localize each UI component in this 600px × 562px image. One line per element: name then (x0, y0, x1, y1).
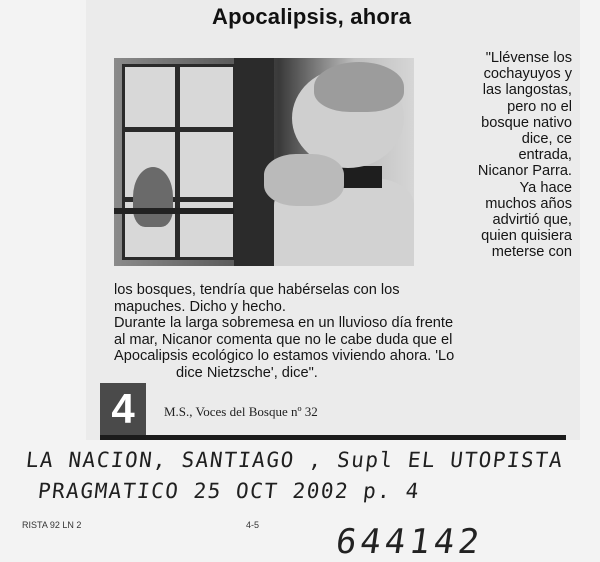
body-line: Apocalipsis ecológico lo estamos viviendo ahora. 'Lo (114, 348, 455, 365)
article-title: Apocalipsis, ahora (212, 4, 412, 29)
body-line: los bosques, tendría que habérselas con los (114, 282, 400, 298)
side-line: bosque nativo (481, 114, 572, 131)
side-line: quien quisiera (481, 228, 572, 245)
handwritten-citation-line1: LA NACION, SANTIAGO , Supl EL UTOPISTA (24, 448, 565, 472)
side-line: las langostas, (482, 82, 572, 99)
body-line: dice Nietzsche', dice". (176, 364, 318, 381)
bottom-rule (100, 435, 566, 440)
photo-window (122, 64, 236, 260)
reference-code: RISTA 92 LN 2 (22, 520, 82, 530)
body-line: Durante la larga sobremesa en un lluvioso día frente (114, 315, 454, 332)
side-line: Ya hace (519, 179, 572, 196)
side-line: muchos años (485, 195, 572, 212)
body-line: al mar, Nicanor comenta que no le cabe duda que el (114, 331, 453, 348)
side-line: meterse con (491, 244, 572, 261)
article-source: M.S., Voces del Bosque nº 32 (164, 404, 318, 419)
side-line: dice, ce (521, 131, 572, 148)
newspaper-clipping (86, 0, 580, 440)
side-line: entrada, (518, 147, 572, 164)
photo-nicanor-parra (114, 58, 414, 266)
side-line: pero no el (507, 98, 572, 115)
body-line: mapuches. Dicho y hecho. (114, 298, 286, 315)
side-line: "Llévense los (485, 50, 572, 66)
article-side-text (422, 50, 572, 261)
catalog-number: 644142 (333, 522, 486, 562)
side-line: cochayuyos y (483, 66, 572, 83)
side-line: Nicanor Parra. (477, 163, 572, 180)
article-body-text (114, 282, 566, 382)
side-line: advirtió que, (492, 212, 572, 229)
handwritten-citation-line2: PRAGMATICO 25 OCT 2002 p. 4 (36, 479, 422, 503)
reference-page: 4-5 (246, 520, 260, 530)
item-number-badge: 4 (100, 383, 146, 435)
